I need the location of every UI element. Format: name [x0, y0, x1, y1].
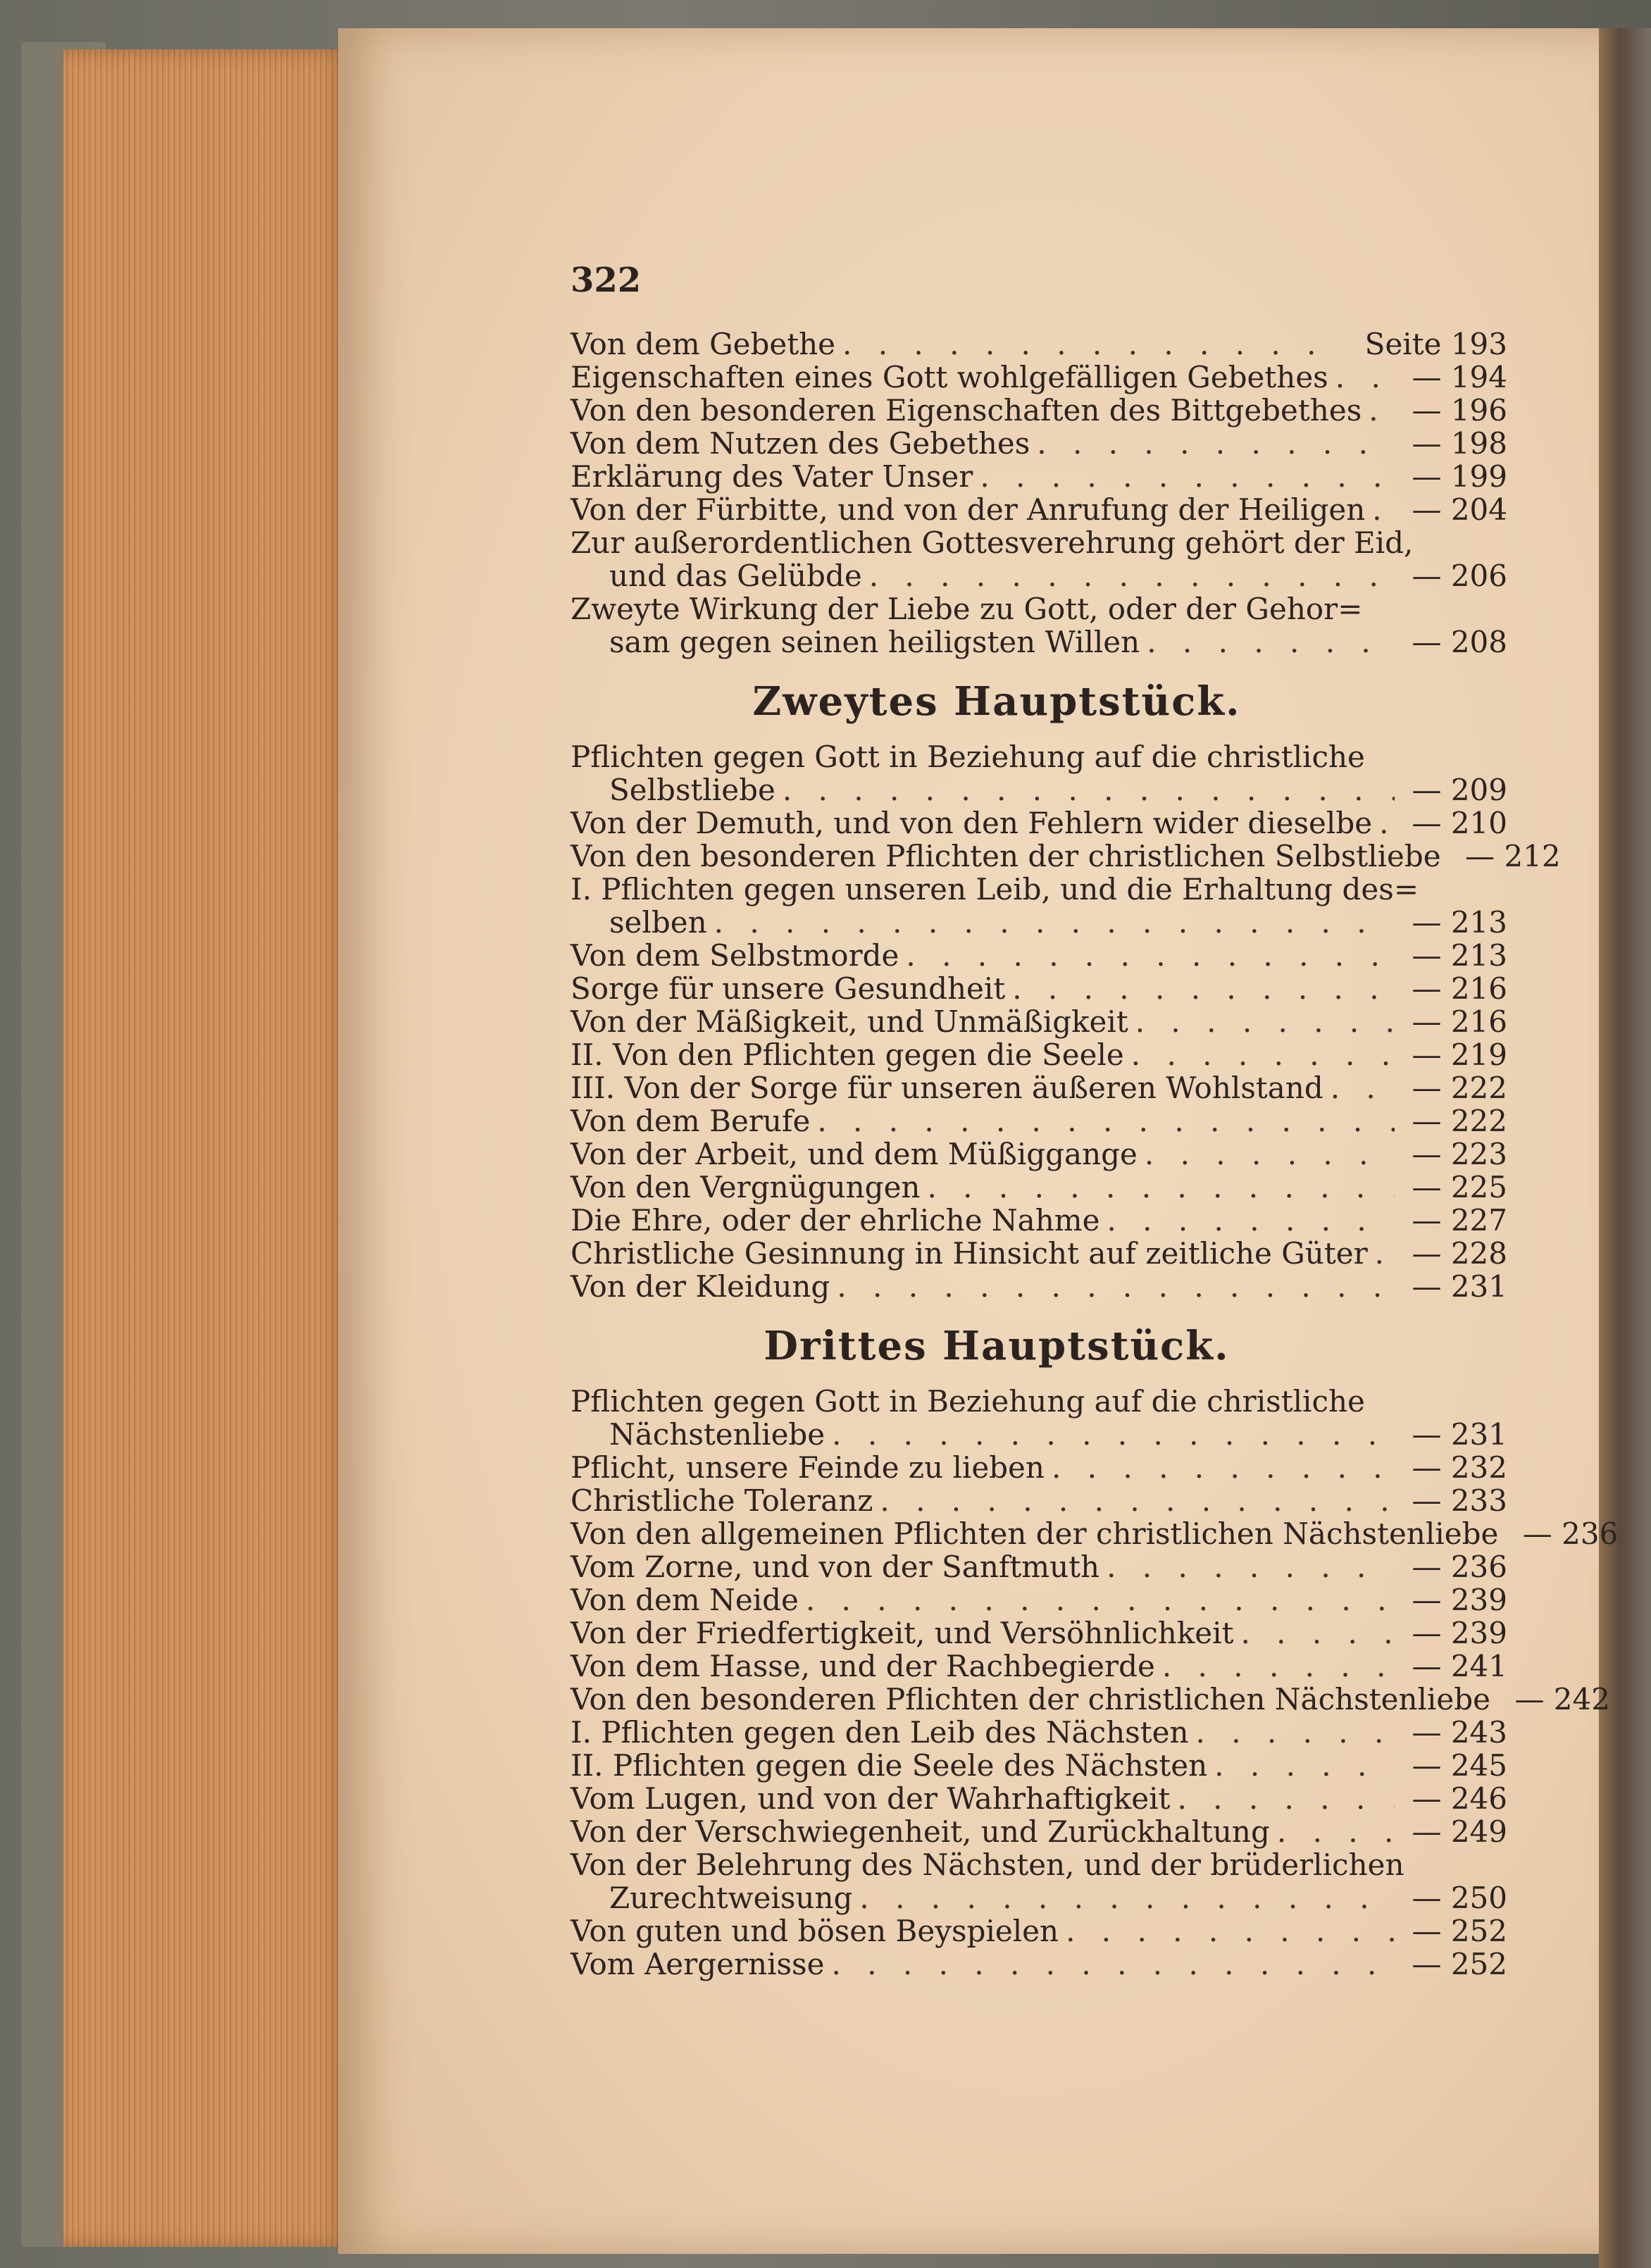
- dash-mark: —: [1412, 1236, 1451, 1271]
- toc-entry-title: Christliche Toleranz: [571, 1483, 873, 1518]
- toc-entry-page: [1402, 460, 1507, 493]
- toc-section: [571, 1323, 1619, 1981]
- page-ref: 213: [1450, 938, 1507, 973]
- toc-entry-page: [1402, 1270, 1507, 1303]
- leader-dots: [817, 1104, 1395, 1138]
- leader-dots: [1331, 1071, 1395, 1104]
- dash-mark: —: [1412, 1715, 1451, 1750]
- toc-entry: [571, 460, 1507, 493]
- toc-entry-title: Von den allgemeinen Pflichten der christlichen Nächstenliebe: [571, 1516, 1499, 1551]
- toc-entry-line: Pflichten gegen Gott in Beziehung auf die christliche: [571, 740, 1365, 774]
- toc-entry-page: [1402, 1716, 1507, 1749]
- facing-page-edge: [1599, 28, 1651, 2268]
- toc-entry-page: [1402, 559, 1507, 592]
- toc-entry-page: [1455, 840, 1561, 873]
- dash-mark: —: [1412, 1583, 1451, 1617]
- toc-entry-title: und das Gelübde: [609, 559, 862, 593]
- toc-entry: [571, 1171, 1507, 1204]
- toc-entry-title: Erklärung des Vater Unser: [571, 459, 973, 494]
- toc-entry-title: Von den besonderen Eigenschaften des Bittgebethes: [571, 393, 1362, 428]
- dash-mark: —: [1522, 1516, 1562, 1551]
- toc-entry-page: [1402, 906, 1507, 939]
- leader-dots: [1277, 1815, 1395, 1848]
- dash-mark: —: [1412, 1914, 1451, 1948]
- toc-entry: [571, 1237, 1507, 1270]
- leader-dots: [1375, 1237, 1395, 1270]
- toc-entry-title: Pflicht, unsere Feinde zu lieben: [571, 1450, 1045, 1485]
- dash-mark: —: [1412, 1947, 1451, 1981]
- page-ref: 231: [1450, 1417, 1507, 1452]
- page-ref: 210: [1450, 806, 1507, 840]
- leader-dots: [842, 328, 1338, 361]
- toc-entry-line: Von der Belehrung des Nächsten, und der brüderlichen: [571, 1848, 1404, 1882]
- dash-mark: —: [1412, 459, 1451, 494]
- page-ref: 223: [1450, 1137, 1507, 1171]
- page-ref: 209: [1450, 773, 1507, 807]
- dash-mark: —: [1514, 1682, 1554, 1716]
- toc-entry: [571, 394, 1507, 427]
- leader-dots: [1107, 1204, 1395, 1237]
- page-ref: 231: [1450, 1269, 1507, 1304]
- toc-entry: [571, 773, 1507, 806]
- toc-entry: [571, 361, 1507, 394]
- toc-entry-title: sam gegen seinen heiligsten Willen: [609, 625, 1140, 659]
- toc-entry: [571, 493, 1507, 526]
- page-ref: 225: [1450, 1170, 1507, 1204]
- toc-entry-title: Vom Aergernisse: [571, 1947, 825, 1981]
- page-ref: 243: [1450, 1715, 1507, 1750]
- toc-entry-title: Von dem Gebethe: [571, 327, 836, 361]
- leader-dots: [832, 1418, 1395, 1451]
- page-ref: 216: [1450, 1004, 1507, 1039]
- page-ref: 194: [1450, 360, 1507, 394]
- page-ref: 193: [1450, 327, 1507, 361]
- toc-entry: [571, 328, 1507, 361]
- toc-entry-title: Von der Verschwiegenheit, und Zurückhaltung: [571, 1814, 1270, 1849]
- toc-entry-page: [1402, 939, 1507, 972]
- toc-entry: [571, 559, 1507, 592]
- toc-entry: [571, 1815, 1507, 1848]
- leader-dots: [837, 1270, 1395, 1303]
- toc-entry-title: Christliche Gesinnung in Hinsicht auf zeitliche Güter: [571, 1236, 1368, 1271]
- dash-mark: —: [1412, 1483, 1451, 1518]
- toc-entry-page: [1402, 1550, 1507, 1583]
- toc-entry-page: [1402, 1616, 1507, 1650]
- dash-mark: —: [1412, 1038, 1451, 1072]
- page-ref: 208: [1450, 625, 1507, 659]
- toc-entry: [571, 1749, 1507, 1782]
- leader-dots: [1107, 1550, 1395, 1583]
- toc-entry: [571, 1616, 1507, 1650]
- toc-entry-page: [1504, 1683, 1610, 1716]
- leader-dots: [1369, 394, 1395, 427]
- toc-entry-page: [1402, 394, 1507, 427]
- toc-section: [571, 328, 1507, 659]
- toc-entry-title: Von der Arbeit, und dem Müßiggange: [571, 1137, 1138, 1171]
- toc-entry-title: Von den Vergnügungen: [571, 1170, 921, 1204]
- toc-entry-line: Pflichten gegen Gott in Beziehung auf die christliche: [571, 1384, 1365, 1419]
- toc-entry: [571, 806, 1507, 840]
- toc-entry-page: [1402, 1204, 1507, 1237]
- toc-entry: [571, 1550, 1507, 1583]
- leader-dots: [869, 559, 1395, 592]
- leader-dots: [1372, 493, 1395, 526]
- toc-entry-page: [1402, 1104, 1507, 1138]
- toc-entry-line: I. Pflichten gegen unseren Leib, und die Erhaltung des=: [571, 872, 1419, 906]
- toc-entry: [571, 427, 1507, 460]
- dash-mark: —: [1412, 1071, 1451, 1105]
- toc-entry-title: I. Pflichten gegen den Leib des Nächsten: [571, 1715, 1189, 1750]
- leader-dots: [880, 1484, 1395, 1517]
- section-heading: Drittes Hauptstück.: [764, 1323, 1230, 1369]
- leader-dots: [714, 906, 1395, 939]
- page-ref: 199: [1450, 459, 1507, 494]
- leader-dots: [1012, 972, 1395, 1005]
- page-ref: 250: [1450, 1881, 1507, 1915]
- leader-dots: [1052, 1451, 1395, 1484]
- toc-entry: [571, 1716, 1507, 1749]
- toc-entry-title: Von dem Berufe: [571, 1104, 811, 1138]
- toc-entry-title: Vom Zorne, und von der Sanftmuth: [571, 1550, 1100, 1584]
- dash-mark: —: [1465, 839, 1504, 873]
- dash-mark: —: [1412, 773, 1451, 807]
- page-ref: 245: [1450, 1748, 1507, 1783]
- toc-entry-page: [1402, 1914, 1507, 1948]
- toc-entry-title: Von dem Selbstmorde: [571, 938, 899, 973]
- page-ref: 212: [1504, 839, 1561, 873]
- leader-dots: [1037, 427, 1395, 460]
- toc-entry-page: [1402, 1038, 1507, 1071]
- toc-entry-page: [1402, 1237, 1507, 1270]
- page-ref: 249: [1450, 1814, 1507, 1849]
- leader-dots: [1147, 625, 1395, 659]
- toc-entry: [571, 1516, 1619, 1551]
- toc-entry: [571, 1650, 1507, 1683]
- toc-entry: [571, 972, 1507, 1005]
- page-ref: 252: [1450, 1947, 1507, 1981]
- page-ref: 204: [1450, 492, 1507, 527]
- page-ref: 252: [1450, 1914, 1507, 1948]
- toc-entry-page: [1402, 1171, 1507, 1204]
- dash-mark: —: [1412, 559, 1451, 593]
- dash-mark: —: [1412, 1616, 1451, 1650]
- toc-entry-page: [1402, 1005, 1507, 1038]
- toc-entry-page: [1402, 1782, 1507, 1815]
- leader-dots: [1131, 1038, 1395, 1071]
- page-ref: 246: [1450, 1781, 1507, 1816]
- leader-dots: [1145, 1138, 1395, 1171]
- leader-dots: [1335, 361, 1395, 394]
- toc-entry-title: Von der Friedfertigkeit, und Versöhnlichkeit: [571, 1616, 1234, 1650]
- toc-entry-page: [1402, 1071, 1507, 1104]
- dash-mark: —: [1412, 1417, 1451, 1452]
- page-ref: 242: [1553, 1682, 1610, 1716]
- toc-entry: [571, 1204, 1507, 1237]
- dash-mark: —: [1412, 360, 1451, 394]
- dash-mark: —: [1412, 905, 1451, 940]
- dash-mark: —: [1412, 1269, 1451, 1304]
- toc-entry: [571, 1583, 1507, 1616]
- page-ref: 227: [1450, 1203, 1507, 1238]
- toc-entry: [571, 839, 1561, 873]
- page-number: 322: [571, 261, 642, 300]
- toc-entry-title: Vom Lugen, und von der Wahrhaftigkeit: [571, 1781, 1171, 1816]
- toc-entry-page: [1402, 493, 1507, 526]
- dash-mark: —: [1412, 426, 1451, 461]
- dash-mark: —: [1412, 1881, 1451, 1915]
- dash-mark: —: [1412, 492, 1451, 527]
- dash-mark: —: [1412, 1649, 1451, 1683]
- page-stack-edge: [63, 49, 352, 2247]
- toc-entry-title: Von dem Neide: [571, 1583, 799, 1617]
- toc-entry: [571, 1418, 1507, 1451]
- leader-dots: [806, 1583, 1395, 1616]
- page-ref: 236: [1562, 1516, 1619, 1551]
- page-ref: 241: [1450, 1649, 1507, 1683]
- page-ref: 206: [1450, 559, 1507, 593]
- page-ref: 232: [1450, 1450, 1507, 1485]
- toc-entry-title: Nächstenliebe: [609, 1417, 826, 1452]
- toc-entry-page: [1402, 1749, 1507, 1782]
- dash-mark: —: [1412, 938, 1451, 973]
- toc-entry-line: Zur außerordentlichen Gottesverehrung gehört der Eid,: [571, 525, 1414, 560]
- toc-entry: [571, 1948, 1507, 1981]
- toc-entry: [571, 1104, 1507, 1138]
- toc-entry: [571, 1914, 1507, 1948]
- toc-entry: [571, 1682, 1610, 1716]
- dash-mark: —: [1412, 393, 1451, 428]
- toc-entry: [571, 1484, 1507, 1517]
- toc-entry: [571, 939, 1507, 972]
- toc-entry: [571, 1270, 1507, 1303]
- toc-entry-title: II. Von den Pflichten gegen die Seele: [571, 1038, 1124, 1072]
- leader-dots: [906, 939, 1395, 972]
- toc-entry-page: [1402, 1484, 1507, 1517]
- toc-entry-page: [1402, 773, 1507, 806]
- toc-entry: [571, 1071, 1507, 1104]
- toc-entry-page: [1402, 625, 1507, 659]
- leader-dots: [831, 1948, 1395, 1981]
- page-ref: 196: [1450, 393, 1507, 428]
- toc-entry-page: [1402, 1948, 1507, 1981]
- dash-mark: —: [1412, 1450, 1451, 1485]
- toc-entry-line: Zweyte Wirkung der Liebe zu Gott, oder der Gehor=: [571, 592, 1363, 626]
- leader-dots: [1177, 1782, 1395, 1815]
- table-of-contents: [571, 327, 1619, 1981]
- dash-mark: —: [1412, 1781, 1451, 1816]
- toc-entry: [571, 1038, 1507, 1071]
- dash-mark: —: [1412, 1137, 1451, 1171]
- page-ref: 213: [1450, 905, 1507, 940]
- dash-mark: —: [1412, 1104, 1451, 1138]
- leader-dots: [980, 460, 1395, 493]
- toc-entry-page: [1402, 1881, 1507, 1914]
- toc-entry-title: selben: [609, 905, 707, 940]
- toc-entry: [571, 1881, 1507, 1914]
- toc-entry-page: [1402, 361, 1507, 394]
- toc-entry-title: Von der Kleidung: [571, 1269, 830, 1304]
- page-ref: 198: [1450, 426, 1507, 461]
- dash-mark: —: [1412, 806, 1451, 840]
- dash-mark: —: [1412, 1203, 1451, 1238]
- toc-entry-page: [1512, 1517, 1618, 1550]
- page-ref: 216: [1450, 971, 1507, 1006]
- toc-entry: [571, 1782, 1507, 1815]
- leader-dots: [1214, 1749, 1395, 1782]
- dash-mark: —: [1412, 1550, 1451, 1584]
- dash-mark: —: [1412, 1814, 1451, 1849]
- toc-entry-title: Von der Mäßigkeit, und Unmäßigkeit: [571, 1004, 1128, 1039]
- dash-mark: —: [1412, 1004, 1451, 1039]
- toc-entry: [571, 1138, 1507, 1171]
- toc-entry-page: [1402, 427, 1507, 460]
- toc-entry-title: Die Ehre, oder der ehrliche Nahme: [571, 1203, 1100, 1238]
- toc-entry-title: Sorge für unsere Gesundheit: [571, 971, 1006, 1006]
- toc-entry-title: Selbstliebe: [609, 773, 775, 807]
- dash-mark: —: [1412, 1748, 1451, 1783]
- toc-entry-page: [1402, 972, 1507, 1005]
- dash-mark: —: [1412, 971, 1451, 1006]
- page-ref: 222: [1450, 1071, 1507, 1105]
- dash-mark: —: [1412, 1170, 1451, 1204]
- leader-dots: [1135, 1005, 1395, 1038]
- toc-entry-title: Von den besonderen Pflichten der christlichen Selbstliebe: [571, 839, 1441, 873]
- page-ref: 222: [1450, 1104, 1507, 1138]
- toc-entry-title: Von dem Nutzen des Gebethes: [571, 426, 1030, 461]
- page-ref: 239: [1450, 1583, 1507, 1617]
- dash-mark: —: [1412, 625, 1451, 659]
- toc-entry-page: [1402, 1451, 1507, 1484]
- toc-section: [571, 678, 1561, 1304]
- page-ref: 228: [1450, 1236, 1507, 1271]
- toc-entry: [571, 625, 1507, 659]
- toc-entry-title: Von der Demuth, und von den Fehlern wider dieselbe: [571, 806, 1373, 840]
- leader-dots: [783, 773, 1395, 806]
- toc-entry-page: [1402, 1583, 1507, 1616]
- toc-entry-page: [1402, 1418, 1507, 1451]
- leader-dots: [1066, 1914, 1395, 1948]
- toc-entry-title: Von der Fürbitte, und von der Anrufung der Heiligen: [571, 492, 1366, 527]
- toc-entry-title: Von den besonderen Pflichten der christlichen Nächstenliebe: [571, 1682, 1490, 1716]
- toc-entry-page: [1402, 806, 1507, 840]
- page-ref: 219: [1450, 1038, 1507, 1072]
- toc-entry-title: Zurechtweisung: [609, 1881, 853, 1915]
- leader-dots: [1162, 1650, 1395, 1683]
- page-ref: 233: [1450, 1483, 1507, 1518]
- section-heading: Zweytes Hauptstück.: [752, 678, 1241, 725]
- leader-dots: [859, 1881, 1395, 1914]
- leader-dots: [1379, 806, 1395, 840]
- toc-entry-title: II. Pflichten gegen die Seele des Nächsten: [571, 1748, 1208, 1783]
- page-ref: 239: [1450, 1616, 1507, 1650]
- toc-entry: [571, 906, 1507, 939]
- leader-dots: [927, 1171, 1395, 1204]
- page-ref: 236: [1450, 1550, 1507, 1584]
- toc-entry-page: [1345, 328, 1507, 361]
- toc-entry: [571, 1451, 1507, 1484]
- toc-entry: [571, 1005, 1507, 1038]
- leader-dots: [1240, 1616, 1395, 1650]
- leader-dots: [1196, 1716, 1395, 1749]
- toc-entry-page: [1402, 1138, 1507, 1171]
- toc-entry-title: Eigenschaften eines Gott wohlgefälligen Gebethes: [571, 360, 1328, 394]
- toc-entry-title: III. Von der Sorge für unseren äußeren Wohlstand: [571, 1071, 1323, 1105]
- toc-entry-title: Von guten und bösen Beyspielen: [571, 1914, 1059, 1948]
- toc-entry-page: [1402, 1650, 1507, 1683]
- page-label: Seite: [1364, 327, 1451, 361]
- toc-entry-page: [1402, 1815, 1507, 1848]
- toc-entry-title: Von dem Hasse, und der Rachbegierde: [571, 1649, 1155, 1683]
